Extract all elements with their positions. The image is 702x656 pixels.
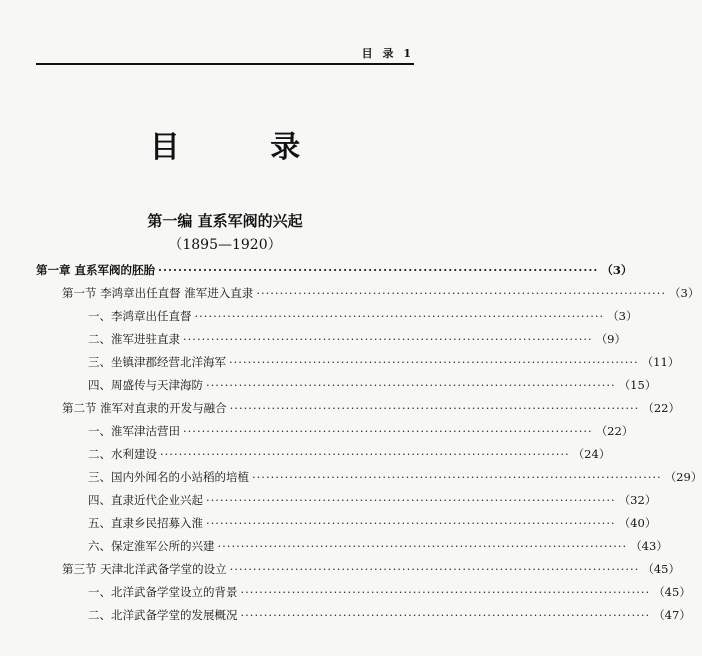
leader-dots: ························································································ bbox=[194, 309, 605, 323]
toc-entry-page: （3） bbox=[601, 263, 633, 277]
toc-entry-label: 三、国内外闻名的小站稻的培植 bbox=[88, 470, 249, 484]
toc-entry-section[interactable] bbox=[62, 400, 680, 420]
toc-entry-label: 三、坐镇津郡经营北洋海军 bbox=[88, 355, 226, 369]
toc-entry-item[interactable] bbox=[88, 446, 611, 466]
toc-entry-label: 一、北洋武备学堂设立的背景 bbox=[88, 585, 238, 599]
leader-dots: ························································································ bbox=[206, 516, 616, 530]
toc-entry-item[interactable] bbox=[88, 492, 657, 512]
page-title: 目 录 bbox=[149, 130, 341, 165]
toc-entry-page: （3） bbox=[607, 309, 638, 323]
running-header: 目 录 1 bbox=[361, 47, 414, 60]
toc-entry-label: 四、周盛传与天津海防 bbox=[88, 378, 203, 392]
toc-entry-label: 第三节 天津北洋武备学堂的设立 bbox=[62, 562, 227, 576]
toc-entry-page: （29） bbox=[664, 470, 702, 484]
toc-entry-item[interactable] bbox=[88, 423, 634, 443]
part-range: （1895—1920） bbox=[168, 237, 282, 253]
toc-entry-label: 一、淮军津沽营田 bbox=[88, 424, 180, 438]
toc-entry-item[interactable] bbox=[88, 377, 657, 397]
leader-dots: ························································································ bbox=[240, 608, 651, 622]
leader-dots: ························································································ bbox=[240, 585, 651, 599]
toc-entry-item[interactable] bbox=[88, 354, 680, 374]
part-title: 第一编 直系军阀的兴起 bbox=[147, 212, 303, 230]
toc-entry-page: （3） bbox=[669, 286, 700, 300]
toc-entry-label: 第一章 直系军阀的胚胎 bbox=[36, 263, 156, 277]
toc-entry-page: （43） bbox=[630, 539, 668, 553]
toc-entry-page: （24） bbox=[572, 447, 611, 461]
toc-entry-section[interactable] bbox=[62, 285, 700, 305]
toc-entry-page: （32） bbox=[618, 493, 657, 507]
leader-dots: ························································································ bbox=[206, 493, 616, 507]
toc-entry-item[interactable] bbox=[88, 308, 638, 328]
leader-dots: ························································································ bbox=[158, 263, 599, 277]
toc-entry-label: 二、淮军进驻直隶 bbox=[88, 332, 180, 346]
toc-entry-label: 六、保定淮军公所的兴建 bbox=[88, 539, 215, 553]
toc-entry-label: 二、水利建设 bbox=[88, 447, 157, 461]
toc-entry-item[interactable] bbox=[88, 607, 691, 627]
toc-entry-page: （9） bbox=[595, 332, 627, 346]
leader-dots: ························································································ bbox=[229, 401, 640, 415]
header-rule bbox=[36, 63, 414, 65]
toc-entry-label: 一、李鸿章出任直督 bbox=[88, 309, 192, 323]
toc-entry-section[interactable] bbox=[62, 561, 680, 581]
toc-entry-page: （11） bbox=[641, 355, 680, 369]
leader-dots: ························································································ bbox=[252, 470, 662, 484]
toc-entry-label: 第二节 淮军对直隶的开发与融合 bbox=[62, 401, 227, 415]
leader-dots: ························································································ bbox=[256, 286, 666, 300]
toc-entry-item[interactable] bbox=[88, 538, 668, 558]
toc-entry-page: （22） bbox=[642, 401, 680, 415]
leader-dots: ························································································ bbox=[206, 378, 616, 392]
leader-dots: ························································································ bbox=[217, 539, 628, 553]
leader-dots: ························································································ bbox=[183, 332, 593, 346]
toc-entry-item[interactable] bbox=[88, 469, 702, 489]
leader-dots: ························································································ bbox=[229, 562, 640, 576]
toc-entry-page: （15） bbox=[618, 378, 657, 392]
toc-entry-label: 五、直隶乡民招募入淮 bbox=[88, 516, 203, 530]
leader-dots: ························································································ bbox=[229, 355, 639, 369]
toc-entry-item[interactable] bbox=[88, 515, 657, 535]
toc-entry-label: 四、直隶近代企业兴起 bbox=[88, 493, 203, 507]
toc-entry-page: （22） bbox=[595, 424, 634, 438]
leader-dots: ························································································ bbox=[160, 447, 570, 461]
toc-entry-chapter[interactable] bbox=[36, 262, 633, 282]
toc-entry-label: 二、北洋武备学堂的发展概况 bbox=[88, 608, 238, 622]
toc-entry-page: （45） bbox=[653, 585, 691, 599]
toc-entry-page: （40） bbox=[618, 516, 657, 530]
toc-entry-item[interactable] bbox=[88, 331, 627, 351]
toc-entry-label: 第一节 李鸿章出任直督 淮军进入直隶 bbox=[62, 286, 254, 300]
toc-entry-item[interactable] bbox=[88, 584, 691, 604]
leader-dots: ························································································ bbox=[183, 424, 593, 438]
toc-entry-page: （47） bbox=[653, 608, 691, 622]
toc-entry-page: （45） bbox=[642, 562, 680, 576]
